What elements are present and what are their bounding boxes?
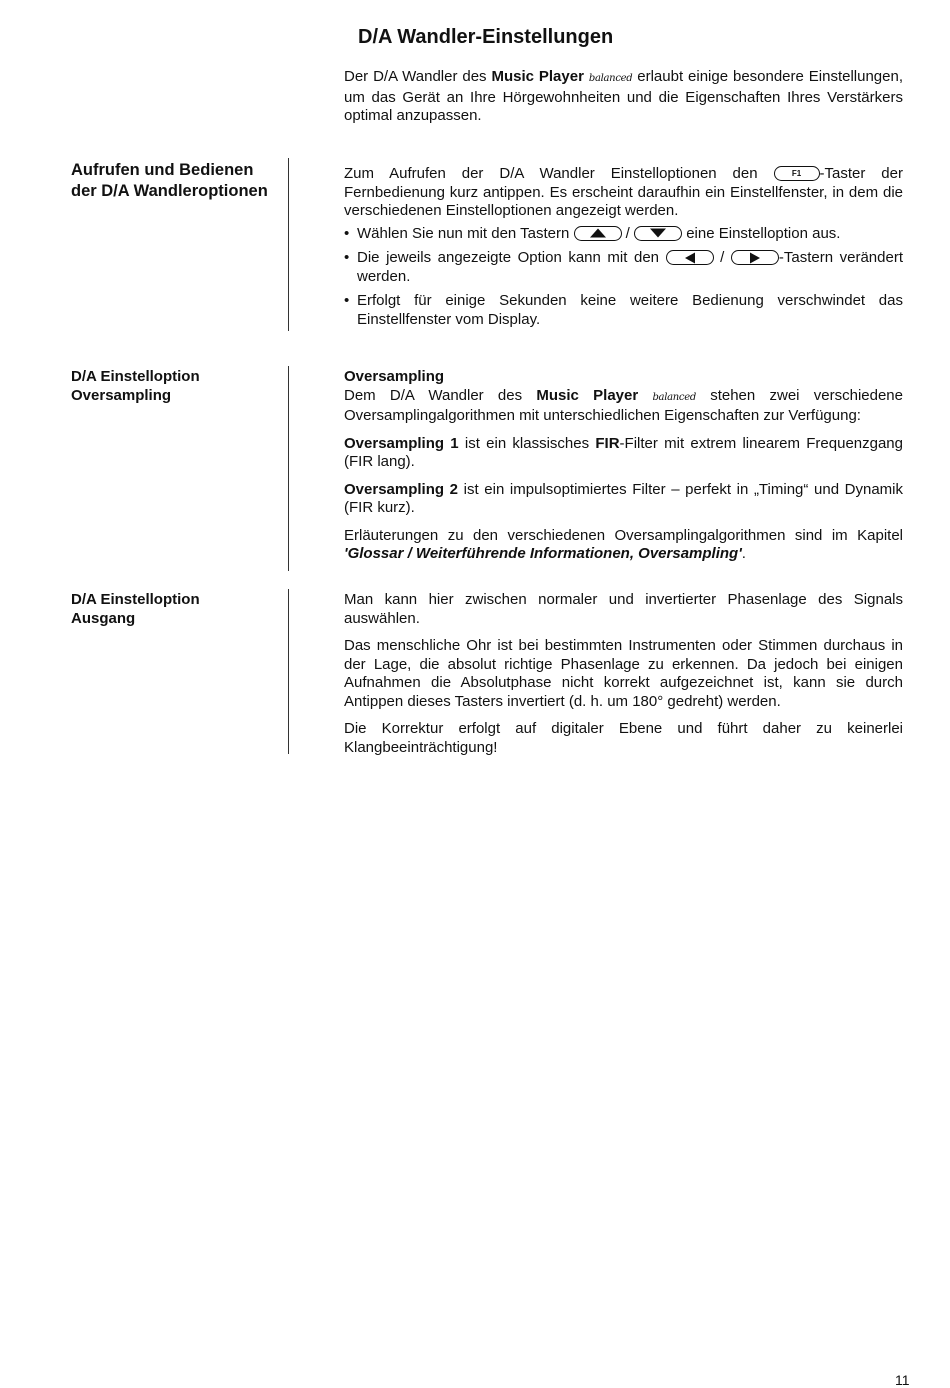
down-arrow-key-icon <box>634 226 682 241</box>
intro-paragraph <box>344 68 903 126</box>
section-body-oversampling <box>344 368 903 573</box>
oversampling-subheading: Oversampling <box>344 368 445 385</box>
instruction-list <box>344 225 903 330</box>
os2-post: ist ein impulsoptimiertes Filter – perfekt in „Timing“ und Dynamik (FIR kurz). <box>344 480 904 516</box>
section-heading-ausgang <box>71 591 281 628</box>
bullet2-text-post: -Tastern verändert werden. <box>357 249 903 285</box>
section-heading-line1: D/A Einstelloption <box>71 591 200 608</box>
section-divider-line <box>288 589 289 754</box>
bullet1-text-pre: Wählen Sie nun mit den Tastern <box>357 224 574 242</box>
section-heading-line2: der D/A Wandleroptionen <box>71 182 268 200</box>
page-number: 11 <box>895 1372 910 1388</box>
list-item <box>344 292 903 329</box>
page-title: D/A Wandler-Einstellungen <box>358 26 614 48</box>
brand-name: Music Player <box>491 68 584 85</box>
bullet1-text-post: eine Einstelloption aus. <box>682 224 841 242</box>
os-ref-pre: Erläuterungen zu den verschiedenen Oversamplingalgorithmen sind im Kapitel <box>344 526 903 544</box>
os1-post: -Filter mit extrem linearem Frequenzgang (FIR lang). <box>344 434 903 470</box>
fir-label: FIR <box>595 434 620 452</box>
os-p1-pre: Dem D/A Wandler des <box>344 386 537 404</box>
brand-suffix: balanced <box>652 391 696 403</box>
f1-key-icon <box>774 166 820 181</box>
bullet2-sep: / <box>713 249 731 266</box>
intro-text-pre: Der D/A Wandler des <box>344 68 492 85</box>
glossary-reference: 'Glossar / Weiterführende Informationen, Oversampling' <box>344 545 742 562</box>
section-heading-aufrufen <box>71 160 281 202</box>
f1-key-label: F1 <box>791 169 802 178</box>
os2-label: Oversampling 2 <box>344 480 459 498</box>
section1-text-pre: Zum Aufrufen der D/A Wandler Einstelloptionen den <box>344 165 774 182</box>
list-item <box>344 225 903 244</box>
section1-text-post: -Taster der Fernbedienung kurz antippen. Es erscheint daraufhin ein Einstellfenster, in dem die verschiedenen Einstelloptionen angezeigt werden. <box>344 165 903 219</box>
bullet1-sep: / <box>621 224 635 242</box>
os-p1-post: stehen zwei verschiedene Oversamplingalgorithmen mit unterschiedlichen Eigenschaften zur Verfügung: <box>344 386 903 424</box>
section-heading-line1: D/A Einstelloption <box>71 368 200 385</box>
os-ref-post: . <box>741 545 746 562</box>
intro-text-post: erlaubt einige besondere Einstellungen, um das Gerät an Ihre Hörgewohnheiten und die Eigenschaften Ihres Verstärkers optimal anzupassen. <box>344 68 904 124</box>
left-arrow-key-icon <box>666 250 714 265</box>
brand-name: Music Player <box>536 386 639 404</box>
section-heading-line1: Aufrufen und Bedienen <box>71 161 254 179</box>
brand-suffix: balanced <box>588 73 633 84</box>
right-arrow-key-icon <box>731 250 779 265</box>
section-heading-line2: Ausgang <box>71 609 136 627</box>
section-heading-oversampling <box>71 368 281 405</box>
bullet2-text-pre: Die jeweils angezeigte Option kann mit den <box>357 249 666 266</box>
up-arrow-key-icon <box>574 226 622 241</box>
section-body-ausgang <box>344 591 903 766</box>
section-divider-line <box>288 158 289 331</box>
os1-label: Oversampling 1 <box>344 434 459 452</box>
ausgang-p1: Man kann hier zwischen normaler und invertierter Phasenlage des Signals auswählen. <box>344 591 903 627</box>
os1-mid: ist ein klassisches <box>458 434 596 452</box>
bullet3-text: Erfolgt für einige Sekunden keine weitere Bedienung verschwindet das Einstellfenster vom Display. <box>357 292 903 328</box>
section-divider-line <box>288 366 289 571</box>
section-body-aufrufen <box>344 165 903 335</box>
ausgang-p2: Das menschliche Ohr ist bei bestimmten Instrumenten oder Stimmen durchaus in der Lage, die absolut richtige Phasenlage zu erkennen. Da jedoch bei einigen Aufnahmen die Absolutphase nicht korrekt aufgezeichnet ist, kann sie durch Antippen dieses Tasters invertiert (d. h. um 180° gedreht) werden. <box>344 637 903 710</box>
list-item <box>344 249 903 286</box>
ausgang-p3: Die Korrektur erfolgt auf digitaler Ebene und führt daher zu keinerlei Klangbeeinträchtigung! <box>344 720 903 756</box>
section-heading-line2: Oversampling <box>71 386 172 404</box>
